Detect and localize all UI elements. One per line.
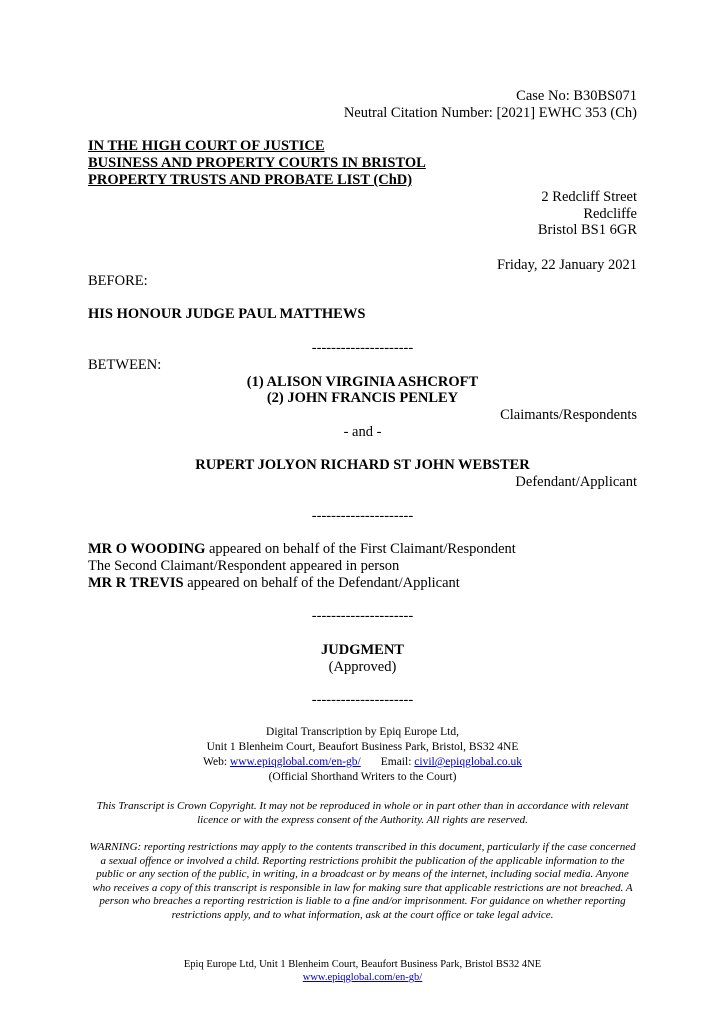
counsel-name: MR O WOODING	[88, 541, 206, 557]
separator: ---------------------	[311, 340, 414, 356]
web-link[interactable]: www.epiqglobal.com/en-gb/	[229, 756, 361, 768]
separator: ---------------------	[311, 608, 414, 624]
footer-link-row	[88, 971, 637, 984]
counsel-name: MR R TREVIS	[88, 575, 184, 591]
judgment-subtitle: (Approved)	[328, 659, 397, 675]
court-line-2: BUSINESS AND PROPERTY COURTS IN BRISTOL	[88, 155, 426, 171]
transcription-line-1: Digital Transcription by Epiq Europe Ltd,	[266, 726, 459, 738]
address-line-3: Bristol BS1 6GR	[537, 222, 637, 238]
appearance-text: appeared on behalf of the First Claimant/Respondent	[205, 541, 516, 557]
transcription-line-2: Unit 1 Blenheim Court, Beaufort Business Park, Bristol, BS32 4NE	[206, 741, 519, 753]
before-label: BEFORE:	[88, 273, 148, 289]
court-line-3: PROPERTY TRUSTS AND PROBATE LIST (ChD)	[88, 172, 413, 188]
appearance-1	[88, 541, 637, 558]
address-line-2: Redcliffe	[583, 206, 637, 222]
appearance-2: The Second Claimant/Respondent appeared in person	[88, 558, 400, 574]
court-line-1: IN THE HIGH COURT OF JUSTICE	[88, 138, 325, 154]
email-link[interactable]: civil@epiqglobal.co.uk	[414, 756, 522, 768]
email-label: Email:	[380, 756, 415, 768]
and-label: - and -	[343, 424, 382, 440]
judgment-title: JUDGMENT	[321, 642, 404, 658]
appearance-text: appeared on behalf of the Defendant/Applicant	[183, 575, 460, 591]
hearing-date: Friday, 22 January 2021	[496, 257, 637, 273]
footer-link[interactable]: www.epiqglobal.com/en-gb/	[302, 972, 423, 983]
web-label: Web:	[203, 756, 230, 768]
footer-address: Epiq Europe Ltd, Unit 1 Blenheim Court, Beaufort Business Park, Bristol BS32 4NE	[183, 959, 542, 970]
separator: ---------------------	[311, 692, 414, 708]
judgment-cover-page	[88, 0, 637, 1024]
separator: ---------------------	[311, 508, 414, 524]
address-line-1: 2 Redcliff Street	[541, 189, 637, 205]
case-number: Case No: B30BS071	[516, 88, 637, 104]
copyright-notice: This Transcript is Crown Copyright. It may not be reproduced in whole or in part other than in accordance with relevant licence or with the express consent of the Authority. All rights are reserved.	[96, 800, 629, 826]
warning-notice: WARNING: reporting restrictions may apply to the contents transcribed in this document, particularly if the case concerned a sexual offence or involved a child. Reporting restrictions prohibit the publication of the applicable information to the public or any section of the public, in writing, in a broadcast or by means of the internet, including social media. Anyone who receives a copy of this transcript is responsible in law for making sure that applicable restrictions are not breached. A person who breaches a reporting restriction is liable to a fine and/or imprisonment. For guidance on whether reporting restrictions apply, and to what information, ask at the court office or take legal advice.	[89, 841, 636, 921]
claimant-2: (2) JOHN FRANCIS PENLEY	[266, 390, 459, 406]
defendant-name: RUPERT JOLYON RICHARD ST JOHN WEBSTER	[195, 457, 530, 473]
appearance-3	[88, 575, 637, 592]
claimant-1: (1) ALISON VIRGINIA ASHCROFT	[246, 374, 479, 390]
judge-name: HIS HONOUR JUDGE PAUL MATTHEWS	[88, 306, 366, 322]
defendant-role: Defendant/Applicant	[515, 474, 637, 490]
transcription-line-4: (Official Shorthand Writers to the Court)	[268, 771, 457, 783]
neutral-citation: Neutral Citation Number: [2021] EWHC 353 (Ch)	[343, 105, 637, 121]
transcription-contact	[88, 755, 637, 770]
between-label: BETWEEN:	[88, 357, 162, 373]
claimants-role: Claimants/Respondents	[500, 407, 637, 423]
